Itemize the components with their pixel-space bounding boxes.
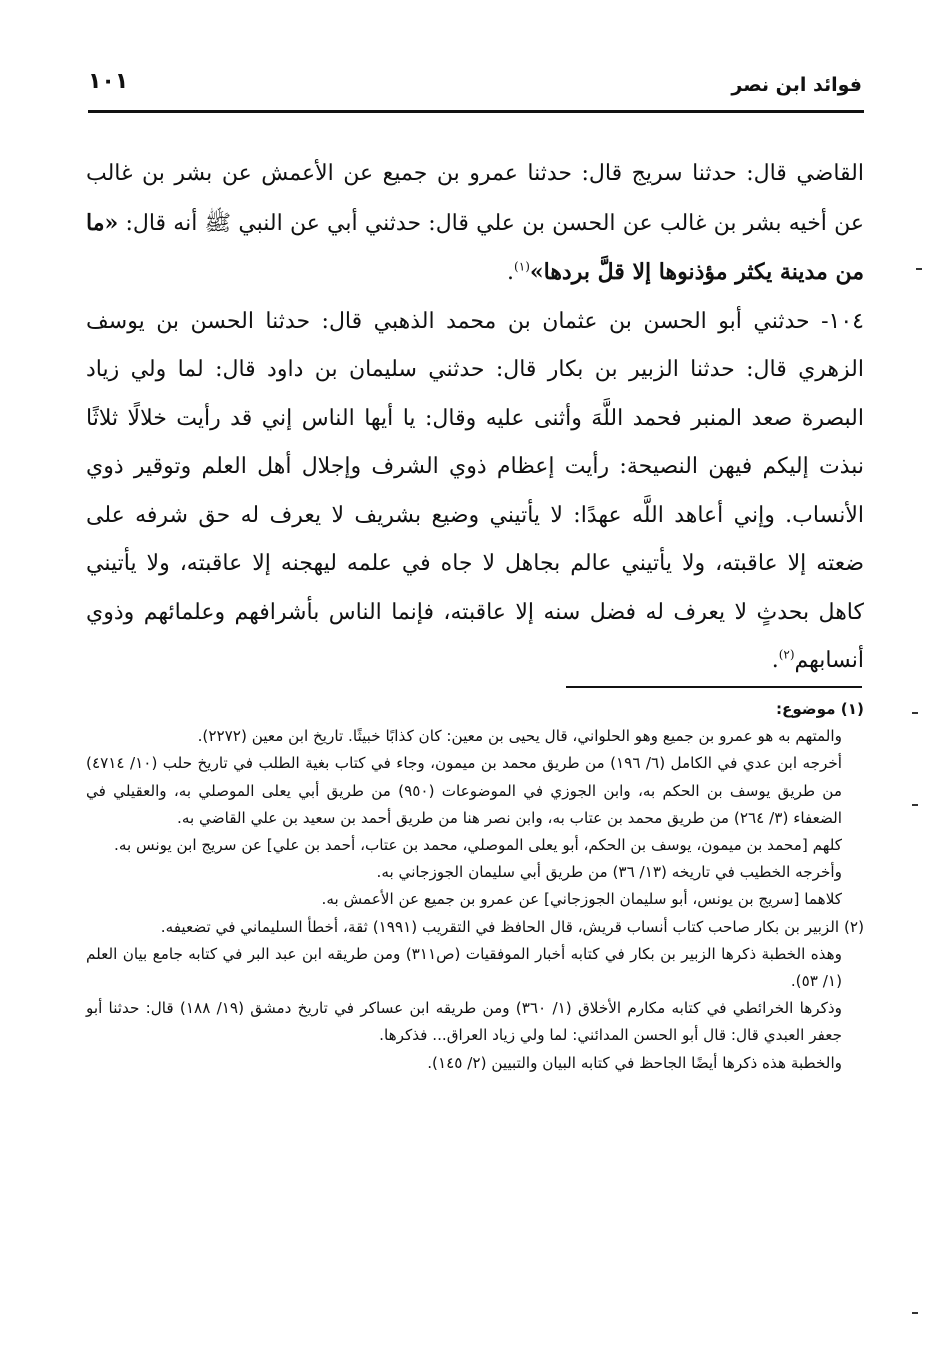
footnote-1-text: وأخرجه الخطيب في تاريخه (١٣/ ٣٦) من طريق أبي سليمان الجوزجاني به. [376, 863, 842, 882]
footnote-2-text: والخطبة هذه ذكرها أيضًا الجاحظ في كتابه البيان والتبيين (٢/ ١٤٥). [427, 1053, 842, 1072]
paragraph-narration-104 [86, 298, 864, 686]
paragraph-end: . [507, 260, 515, 285]
footnote-1-text: كلهم [محمد بن ميمون، يوسف بن الحكم، أبو يعلى الموصلي، محمد بن عتاب، أحمد بن علي] عن سريج ابن يونس به. [114, 836, 842, 855]
footnote-2-text: وذكرها الخرائطي في كتابه مكارم الأخلاق (١/ ٣٦٠) ومن طريقه ابن عساكر في تاريخ دمشق (١٩/ ١٨٨) قال: حدثنا أبو جعفر العبدي قال: قال أبو الحسن المدائني: لما ولي زياد العراق... فذكرها. [86, 999, 842, 1045]
running-title: فوائد ابن نصر [731, 74, 862, 96]
paragraph-text: القاضي قال: حدثنا سريج قال: حدثنا عمرو بن جميع عن الأعمش عن بشر بن غالب عن أخيه بشر بن غالب عن الحسن بن علي قال: حدثني أبي عن النبي ﷺ أنه قال: [86, 161, 864, 236]
footnote-1-text: والمتهم به هو عمرو بن جميع وهو الحلواني، قال يحيى بن معين: كان كذابًا خبيثًا. تاريخ ابن معين (٢٢٧٢). [197, 727, 842, 746]
footnote-2-text: (٢) الزبير بن بكار صاحب كتاب أنساب قريش، قال الحافظ في التقريب (١٩٩١) ثقة، أخطأ السليماني في تضعيفه. [160, 917, 864, 936]
paragraph-text: ١٠٤- حدثني أبو الحسن بن عثمان بن محمد الذهبي قال: حدثنا الحسن بن يوسف الزهري قال: حدثنا الزبير بن بكار قال: حدثني سليمان بن داود قال: لما ولي زياد البصرة صعد المنبر فحمد اللَّهَ وأثنى عليه وقال: يا أيها الناس إني قد رأيت خلالًا ثلاثًا نبذت إليكم فيهن النصيحة: رأيت إعظام ذوي الشرف وإجلال أهل العلم وتوقير ذوي الأنساب. وإني أعاهد اللَّه عهدًا: لا يأتيني وضيع بشريف لا يعرف له حق شرفه على ضعته إلا عاقبته، ولا يأتيني عالم بجاهل لا جاه في علمه ليهجنه إلا عاقبته، ولا يأتيني كاهل بحدثٍ لا يعرف له فضل سنه إلا عاقبته، فإنما الناس بأشرافهم وعلمائهم وذوي أنسابهم [86, 308, 864, 673]
hadith-text: «ما من مدينة يكثر مؤذنوها إلا قلَّ بردها» [86, 209, 864, 285]
paragraph-end: . [771, 648, 779, 673]
margin-mark [912, 804, 918, 806]
margin-mark [912, 712, 918, 714]
footnote-2-text: وهذه الخطبة ذكرها الزبير بن بكار في كتابه أخبار الموفقيات (ص٣١١) ومن طريقه ابن عبد البر في كتابه جامع بيان العلم (١/ ٥٣). [86, 944, 842, 991]
margin-mark [916, 268, 922, 270]
page-header [88, 60, 862, 112]
footnote-1-text: كلاهما [سريج بن يونس، أبو سليمان الجوزجاني] عن عمرو بن جميع عن الأعمش به. [321, 890, 842, 909]
margin-mark [912, 1312, 918, 1314]
footnotes [86, 696, 864, 1077]
main-text [86, 150, 864, 686]
footnote-ref-2: (٢) [778, 647, 795, 662]
footnote-1-text: أخرجه ابن عدي في الكامل (٦/ ١٩٦) من طريق محمد بن ميمون، وجاء في كتاب بغية الطلب في تاريخ حلب (١٠/ ٤٧١٤) من طريق يوسف بن الحكم به، وابن الجوزي في الموضوعات (٩٥٠) من طريق أبي يعلى الموصلي به، والعقيلي في الضعفاء (٣/ ٢٦٤) من طريق محمد بن عتاب به، وابن نصر هنا من طريق أحمد بن سعيد بن علي القاضي به. [86, 754, 843, 827]
footnote-rule [566, 686, 862, 688]
page-number: ١٠١ [88, 69, 129, 94]
header-rule [88, 110, 864, 113]
footnote-1-heading: (١) موضوع: [775, 700, 864, 718]
paragraph-hadith-103 [86, 150, 864, 298]
footnote-ref-1: (١) [514, 259, 530, 274]
